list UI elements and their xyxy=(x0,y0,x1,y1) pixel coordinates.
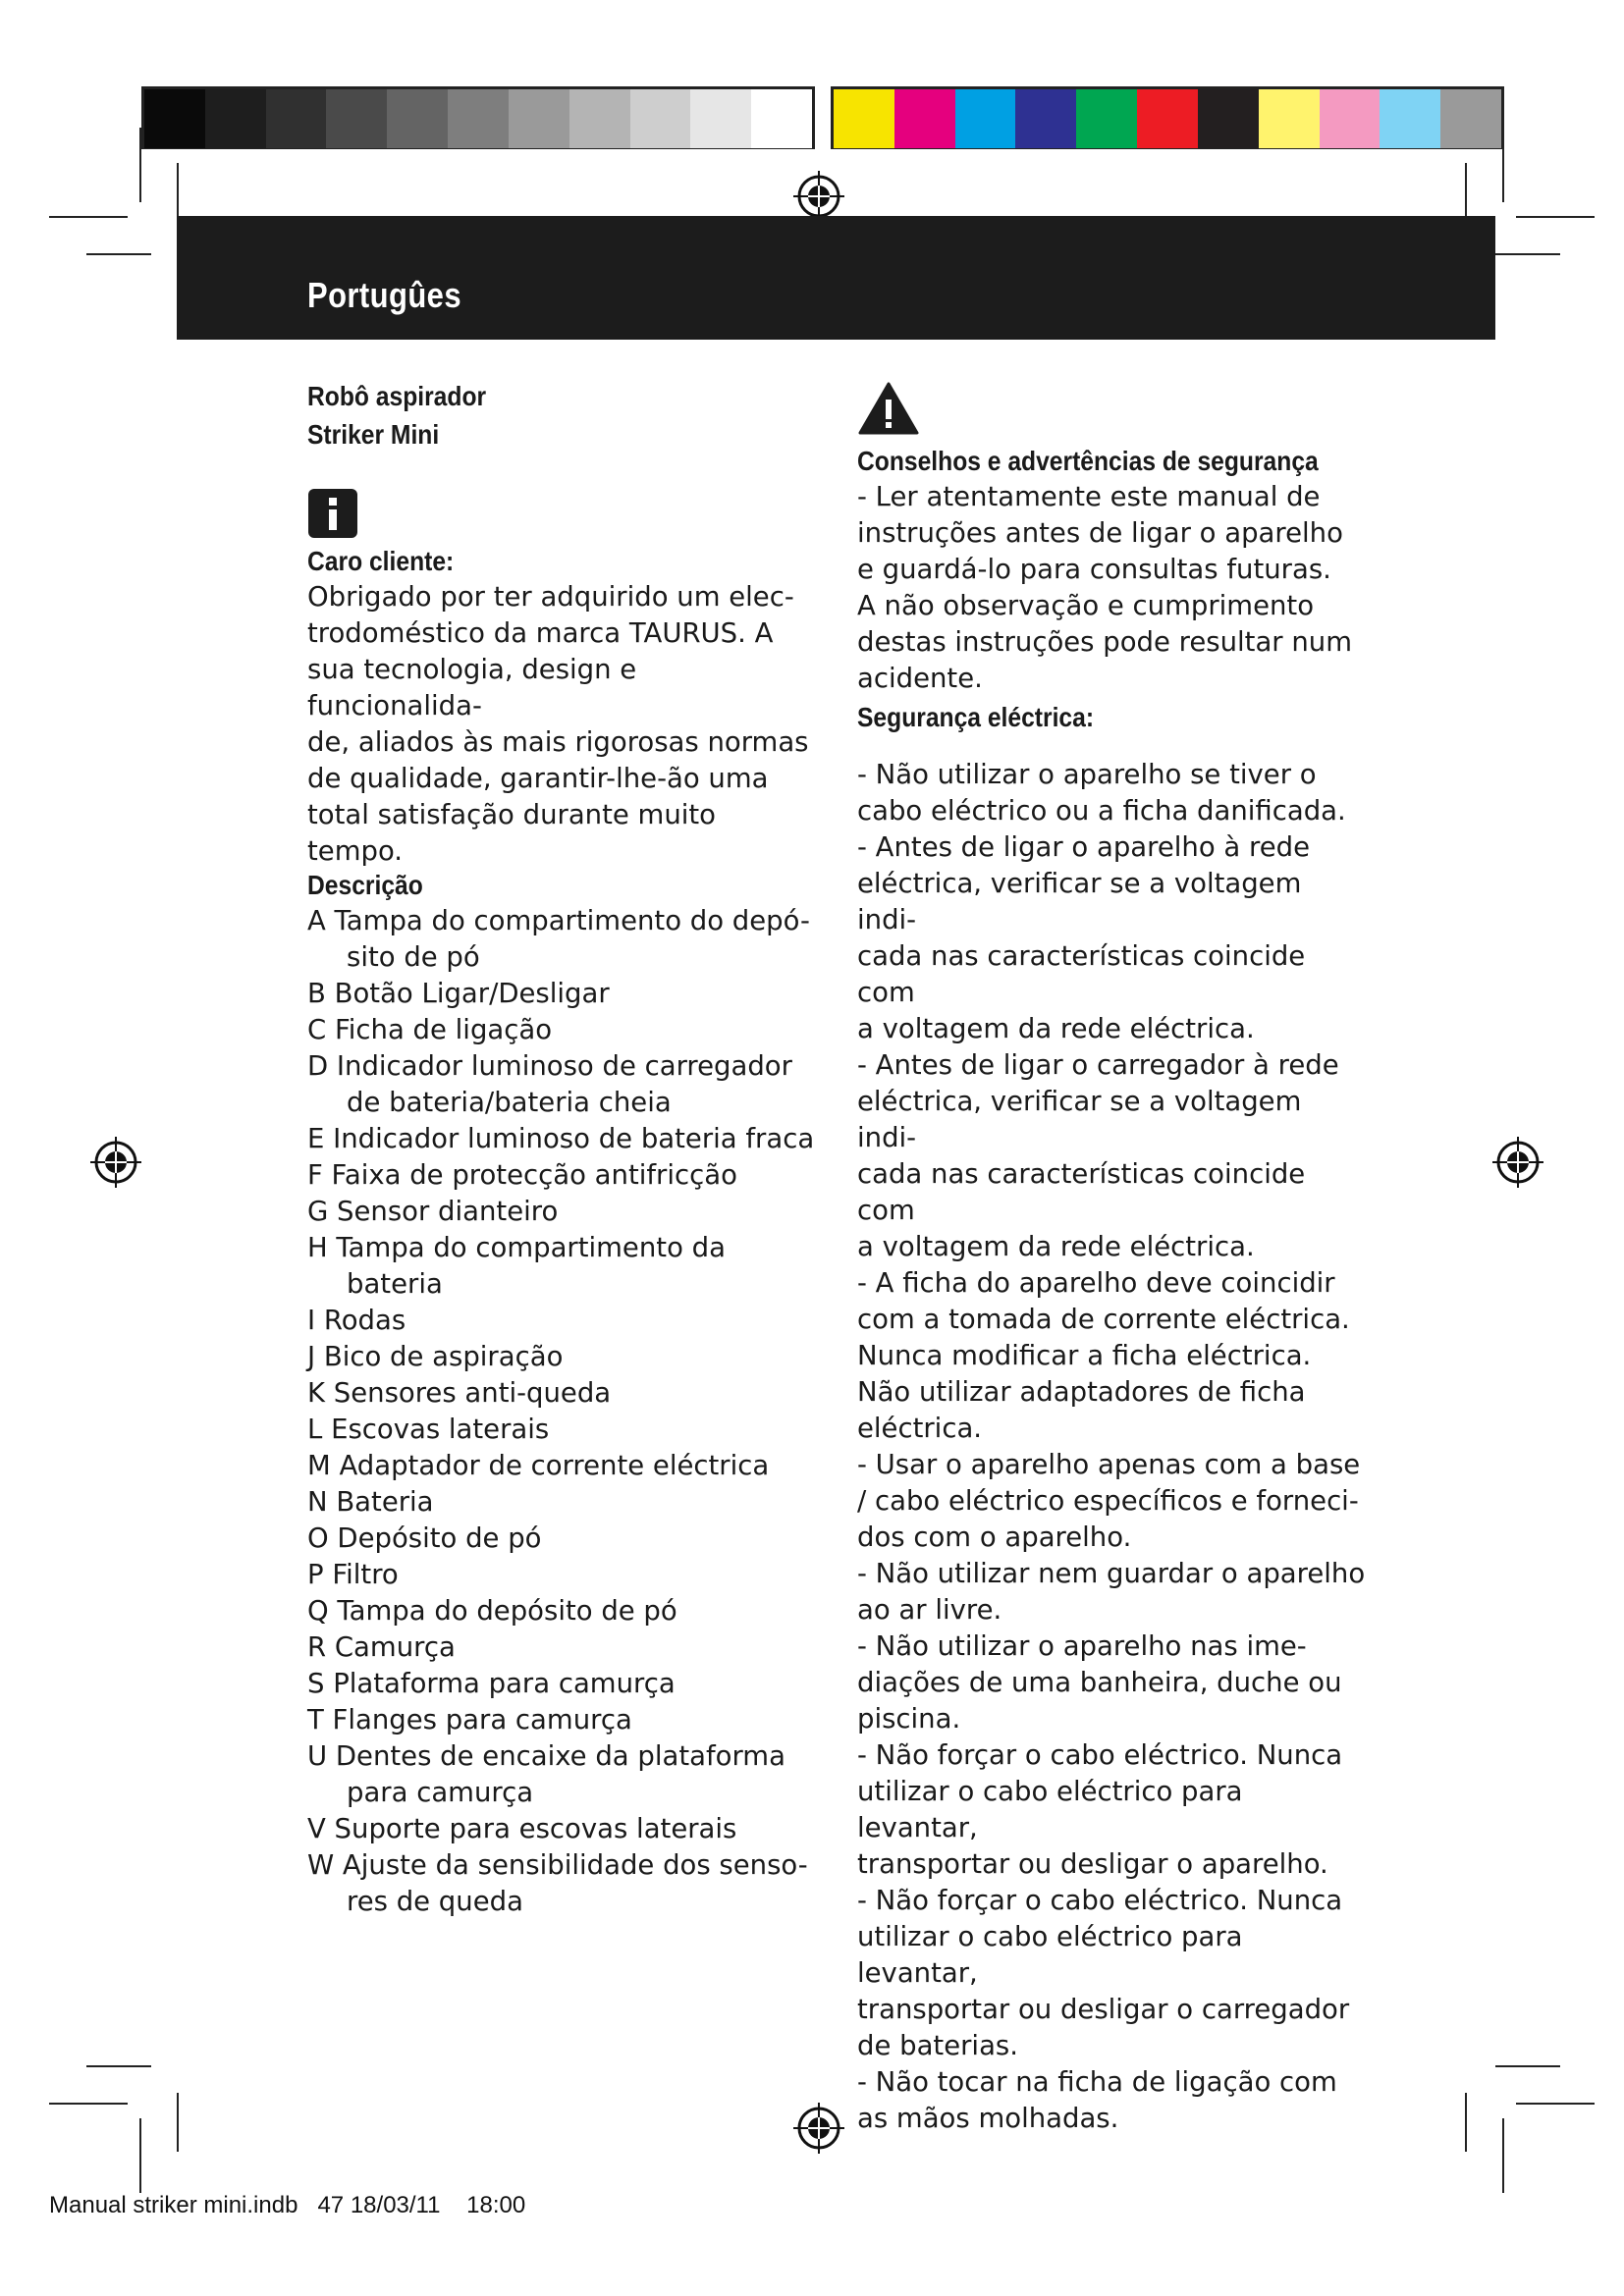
electrical-safety-line: cada nas características coincide com xyxy=(857,940,1306,1008)
description-item: R Camurça xyxy=(307,1631,456,1663)
safety-intro-line: - Ler atentamente este manual de xyxy=(857,481,1321,512)
electrical-safety-line: as mãos molhadas. xyxy=(857,2103,1119,2134)
description-item: G Sensor dianteiro xyxy=(307,1196,559,1227)
description-item: C Ficha de ligação xyxy=(307,1014,553,1045)
crop-mark xyxy=(139,128,141,202)
customer-text-line: de qualidade, garantir-lhe-ão uma xyxy=(307,763,769,794)
footer-time: 18:00 xyxy=(466,2192,526,2218)
color-swatch xyxy=(1076,89,1137,148)
footer-page: 47 xyxy=(317,2192,345,2218)
crop-mark xyxy=(1502,2118,1504,2193)
electrical-safety-line: eléctrica, verificar se a voltagem indi- xyxy=(857,868,1302,935)
crop-mark xyxy=(177,163,179,218)
crop-mark xyxy=(49,2103,128,2105)
crop-mark xyxy=(1516,2103,1595,2105)
customer-text-line: total satisfação durante muito tempo. xyxy=(307,799,717,867)
electrical-safety-line: utilizar o cabo eléctrico para levantar, xyxy=(857,1921,1243,1989)
electrical-safety-line: a voltagem da rede eléctrica. xyxy=(857,1231,1255,1262)
description-item: N Bateria xyxy=(307,1486,434,1518)
electrical-safety-line: - A ficha do aparelho deve coincidir xyxy=(857,1267,1335,1299)
color-swatch xyxy=(834,89,894,148)
electrical-safety-line: de baterias. xyxy=(857,2030,1018,2061)
product-name-line1: Robô aspirador xyxy=(307,381,487,411)
description-item: V Suporte para escovas laterais xyxy=(307,1813,737,1844)
electrical-safety-line: cabo eléctrico ou a ficha danificada. xyxy=(857,795,1346,827)
electrical-safety-line: utilizar o cabo eléctrico para levantar, xyxy=(857,1776,1243,1843)
gray-swatch xyxy=(266,89,327,148)
crop-mark xyxy=(1516,216,1595,218)
warning-icon xyxy=(857,381,920,436)
gray-swatch xyxy=(326,89,387,148)
electrical-safety-line: ao ar livre. xyxy=(857,1594,1002,1626)
color-swatch xyxy=(894,89,955,148)
gray-swatch xyxy=(387,89,448,148)
electrical-safety-line: cada nas características coincide com xyxy=(857,1158,1306,1226)
electrical-safety-line: - Antes de ligar o aparelho à rede xyxy=(857,831,1311,863)
description-item: J Bico de aspiração xyxy=(307,1341,564,1372)
customer-text-line: de, aliados às mais rigorosas normas xyxy=(307,726,809,758)
description-heading: Descrição xyxy=(307,870,423,900)
color-swatch xyxy=(1380,89,1440,148)
customer-text-line: Obrigado por ter adquirido um elec- xyxy=(307,581,794,613)
electrical-safety-text xyxy=(857,757,1368,2137)
crop-mark xyxy=(139,2118,141,2193)
safety-section xyxy=(857,443,1368,2137)
description-item: Q Tampa do depósito de pó xyxy=(307,1595,677,1627)
electrical-safety-line: - Não tocar na ficha de ligação com xyxy=(857,2066,1337,2098)
description-item: S Plataforma para camurça xyxy=(307,1668,676,1699)
customer-text-line: sua tecnologia, design e funcionalida- xyxy=(307,654,637,721)
customer-text xyxy=(307,579,818,870)
electrical-safety-line: eléctrica, verificar se a voltagem indi- xyxy=(857,1086,1302,1153)
electrical-safety-line: transportar ou desligar o aparelho. xyxy=(857,1848,1328,1880)
description-section xyxy=(307,867,838,1920)
color-swatch xyxy=(1137,89,1198,148)
description-item: F Faixa de protecção antifricção xyxy=(307,1159,737,1191)
description-item: A Tampa do compartimento do depó- sito de pó xyxy=(307,905,810,973)
electrical-safety-line: - Não utilizar o aparelho se tiver o xyxy=(857,759,1317,790)
description-item: I Rodas xyxy=(307,1305,406,1336)
footer-date: 18/03/11 xyxy=(350,2192,441,2218)
color-swatch xyxy=(1259,89,1320,148)
electrical-safety-line: dos com o aparelho. xyxy=(857,1522,1132,1553)
gray-swatch xyxy=(569,89,630,148)
safety-intro-line: destas instruções pode resultar num xyxy=(857,626,1352,658)
description-item: U Dentes de encaixe da plataforma para camurça xyxy=(307,1740,785,1808)
color-swatch xyxy=(1015,89,1076,148)
gray-swatch xyxy=(690,89,751,148)
description-item: B Botão Ligar/Desligar xyxy=(307,978,610,1009)
electrical-safety-line: - Não utilizar o aparelho nas ime- xyxy=(857,1630,1307,1662)
crop-mark xyxy=(49,216,128,218)
electrical-safety-line: eléctrica. xyxy=(857,1413,983,1444)
crop-mark xyxy=(1502,128,1504,202)
description-item: O Depósito de pó xyxy=(307,1522,542,1554)
description-item: L Escovas laterais xyxy=(307,1414,550,1445)
gray-swatch xyxy=(448,89,509,148)
registration-mark-icon xyxy=(791,2101,846,2156)
crop-mark xyxy=(1495,253,1560,255)
description-item: D Indicador luminoso de carregador de bateria/bateria cheia xyxy=(307,1050,792,1118)
description-item: K Sensores anti-queda xyxy=(307,1377,612,1409)
safety-intro-line: e guardá-lo para consultas futuras. xyxy=(857,554,1331,585)
safety-intro-line: instruções antes de ligar o aparelho xyxy=(857,517,1343,549)
electrical-heading: Segurança eléctrica: xyxy=(857,702,1095,732)
gray-swatch xyxy=(205,89,266,148)
color-swatch xyxy=(1198,89,1259,148)
color-swatch xyxy=(1440,89,1501,148)
description-list xyxy=(307,903,838,1920)
safety-intro-line: A não observação e cumprimento xyxy=(857,590,1315,621)
gray-swatch xyxy=(144,89,205,148)
safety-heading: Conselhos e advertências de segurança xyxy=(857,446,1319,476)
page-title: Portugûes xyxy=(307,275,461,315)
electrical-safety-line: Não utilizar adaptadores de ficha xyxy=(857,1376,1306,1408)
description-item: E Indicador luminoso de bateria fraca xyxy=(307,1123,815,1154)
color-swatch xyxy=(1320,89,1380,148)
customer-section xyxy=(307,543,818,870)
registration-mark-icon xyxy=(1490,1135,1545,1190)
electrical-safety-line: piscina. xyxy=(857,1703,961,1735)
customer-text-line: trodoméstico da marca TAURUS. A xyxy=(307,617,774,649)
description-item: T Flanges para camurça xyxy=(307,1704,632,1735)
crop-mark xyxy=(86,2065,151,2067)
crop-mark xyxy=(1465,2093,1467,2152)
color-swatch xyxy=(955,89,1016,148)
info-icon xyxy=(308,489,357,538)
gray-swatch xyxy=(630,89,691,148)
electrical-safety-line: - Usar o aparelho apenas com a base xyxy=(857,1449,1361,1480)
electrical-safety-line: / cabo eléctrico específicos e forneci- xyxy=(857,1485,1359,1517)
electrical-safety-line: a voltagem da rede eléctrica. xyxy=(857,1013,1255,1044)
safety-intro-text xyxy=(857,479,1368,697)
electrical-safety-line: - Não utilizar nem guardar o aparelho xyxy=(857,1558,1366,1589)
electrical-safety-line: diações de uma banheira, duche ou xyxy=(857,1667,1342,1698)
crop-mark xyxy=(86,253,151,255)
electrical-safety-line: - Não forçar o cabo eléctrico. Nunca xyxy=(857,1885,1343,1916)
crop-mark xyxy=(1495,2065,1560,2067)
description-item: W Ajuste da sensibilidade dos senso- res de queda xyxy=(307,1849,808,1917)
crop-mark xyxy=(177,2093,179,2152)
electrical-safety-line: transportar ou desligar o carregador xyxy=(857,1994,1350,2025)
registration-mark-icon xyxy=(88,1135,143,1190)
safety-intro-line: acidente. xyxy=(857,663,983,694)
description-item: M Adaptador de corrente eléctrica xyxy=(307,1450,770,1481)
description-item: H Tampa do compartimento da bateria xyxy=(307,1232,726,1300)
electrical-safety-line: com a tomada de corrente eléctrica. xyxy=(857,1304,1350,1335)
gray-swatch xyxy=(751,89,812,148)
gray-swatch xyxy=(509,89,569,148)
customer-heading: Caro cliente: xyxy=(307,546,455,576)
footer-file: Manual striker mini.indb xyxy=(49,2192,298,2218)
left-column xyxy=(307,378,818,453)
product-name-line2: Striker Mini xyxy=(307,419,440,450)
print-footer xyxy=(49,2192,525,2219)
description-item: P Filtro xyxy=(307,1559,399,1590)
electrical-safety-line: Nunca modificar a ficha eléctrica. xyxy=(857,1340,1312,1371)
electrical-safety-line: - Não forçar o cabo eléctrico. Nunca xyxy=(857,1739,1343,1771)
electrical-safety-line: - Antes de ligar o carregador à rede xyxy=(857,1049,1339,1081)
